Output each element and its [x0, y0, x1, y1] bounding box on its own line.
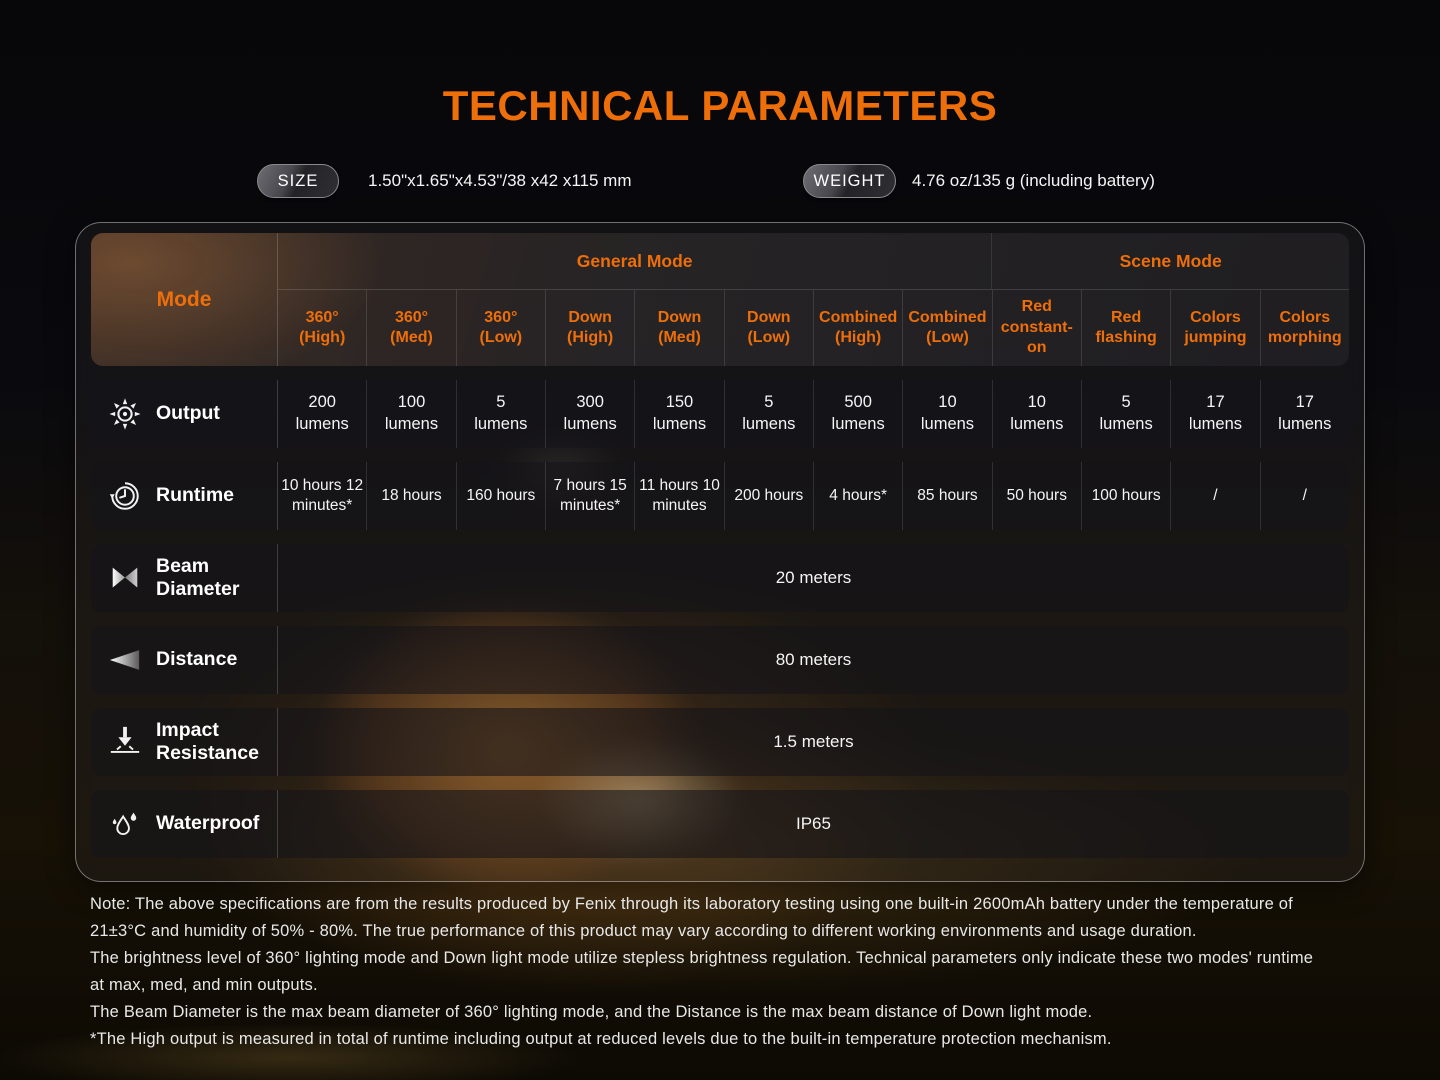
- runtime-row: [91, 462, 1349, 530]
- beam-diameter-value: 20 meters: [775, 568, 852, 587]
- beam-diameter-label: Beam Diameter: [156, 554, 240, 600]
- runtime-value: 200 hours: [724, 462, 813, 530]
- impact-resistance-value: 1.5 meters: [773, 732, 854, 751]
- output-value: 10 lumens: [902, 380, 991, 448]
- clock-icon: [107, 478, 143, 514]
- runtime-value: 7 hours 15 minutes*: [545, 462, 634, 530]
- output-value: 10 lumens: [992, 380, 1081, 448]
- output-value: 5 lumens: [1081, 380, 1170, 448]
- footnote-line: Note: The above specifications are from the results produced by Fenix through its laboratory testing using one built-in 2600mAh battery under the temperature of: [90, 895, 1293, 913]
- column-header: 360° (High): [299, 308, 346, 346]
- beam-diameter-label-cell: [91, 544, 278, 612]
- runtime-value: 18 hours: [366, 462, 455, 530]
- column-header: 360° (Low): [456, 290, 545, 366]
- waterproof-label: Waterproof: [156, 812, 260, 835]
- waterproof-row: [91, 790, 1349, 858]
- column-header: Down (High): [545, 290, 634, 366]
- mode-header-cell: Mode: [91, 233, 278, 366]
- distance-label-cell: [91, 626, 278, 694]
- runtime-value: 4 hours*: [813, 462, 902, 530]
- spec-table-panel: [75, 222, 1365, 882]
- weight-badge-label: WEIGHT: [813, 171, 886, 190]
- column-header: Red constant-on: [992, 290, 1081, 366]
- runtime-value: 11 hours 10 minutes: [634, 462, 723, 530]
- footnote-line: The brightness level of 360° lighting mode and Down light mode utilize stepless brightness regulation. Technical parameters only indicate these two modes' runtime: [90, 949, 1314, 967]
- output-value: 17 lumens: [1170, 380, 1259, 448]
- output-label-cell: [91, 380, 278, 448]
- output-value: 300 lumens: [545, 380, 634, 448]
- footnote-line: *The High output is measured in total of runtime including output at reduced levels due to the built-in temperature protection mechanism.: [90, 1030, 1112, 1048]
- output-label: Output: [156, 402, 220, 425]
- footnotes: [90, 891, 1365, 1053]
- beam-diameter-row: [91, 544, 1349, 612]
- beam-diameter-icon: [107, 560, 143, 596]
- column-header: Combined (High): [813, 290, 902, 366]
- output-value: 500 lumens: [813, 380, 902, 448]
- output-value: 17 lumens: [1260, 380, 1349, 448]
- waterproof-label-cell: [91, 790, 278, 858]
- output-value: 150 lumens: [634, 380, 723, 448]
- impact-resistance-label: Impact Resistance: [156, 718, 259, 764]
- runtime-value: 50 hours: [992, 462, 1081, 530]
- output-row: [91, 380, 1349, 448]
- runtime-label: Runtime: [156, 484, 234, 507]
- waterproof-icon: [107, 806, 143, 842]
- footnote-line: The Beam Diameter is the max beam diameter of 360° lighting mode, and the Distance is the max beam distance of Down light mode.: [90, 1003, 1093, 1021]
- size-badge: [257, 164, 339, 198]
- runtime-value: 100 hours: [1081, 462, 1170, 530]
- general-mode-group-header: General Mode: [576, 250, 693, 271]
- column-header: 360° (Med): [366, 290, 455, 366]
- runtime-value: 160 hours: [456, 462, 545, 530]
- impact-icon: [107, 724, 143, 760]
- brightness-icon: [107, 396, 143, 432]
- output-value: 5 lumens: [724, 380, 813, 448]
- runtime-label-cell: [91, 462, 278, 530]
- output-value: 5 lumens: [456, 380, 545, 448]
- distance-value: 80 meters: [775, 650, 852, 669]
- impact-resistance-label-cell: [91, 708, 278, 776]
- column-header: Down (Med): [634, 290, 723, 366]
- mode-group-row: [278, 233, 1349, 290]
- size-badge-label: SIZE: [277, 171, 319, 190]
- weight-badge: [803, 164, 896, 198]
- column-header: Down (Low): [724, 290, 813, 366]
- column-header: Colors morphing: [1260, 290, 1349, 366]
- weight-value: 4.76 oz/135 g (including battery): [912, 171, 1155, 190]
- table-header-row: [91, 233, 1349, 366]
- runtime-value: /: [1260, 462, 1349, 530]
- output-value: 200 lumens: [295, 393, 349, 433]
- mode-column-row: [278, 290, 1349, 366]
- waterproof-value: IP65: [796, 814, 831, 833]
- distance-label: Distance: [156, 648, 238, 671]
- output-value: 100 lumens: [366, 380, 455, 448]
- column-headers: [278, 233, 1349, 366]
- impact-resistance-row: [91, 708, 1349, 776]
- distance-row: [91, 626, 1349, 694]
- page-title: TECHNICAL PARAMETERS: [442, 82, 998, 129]
- runtime-value: /: [1170, 462, 1259, 530]
- column-header: Red flashing: [1081, 290, 1170, 366]
- column-header: Combined (Low): [902, 290, 991, 366]
- distance-icon: [107, 642, 143, 678]
- scene-mode-group-header: Scene Mode: [991, 233, 1349, 289]
- size-value: 1.50"x1.65"x4.53"/38 x42 x115 mm: [368, 171, 632, 190]
- runtime-value: 10 hours 12 minutes*: [281, 476, 364, 514]
- footnote-line: at max, med, and min outputs.: [90, 976, 318, 994]
- footnote-line: 21±3°C and humidity of 50% - 80%. The true performance of this product may vary according to different working environments and usage duration.: [90, 922, 1197, 940]
- column-header: Colors jumping: [1170, 290, 1259, 366]
- runtime-value: 85 hours: [902, 462, 991, 530]
